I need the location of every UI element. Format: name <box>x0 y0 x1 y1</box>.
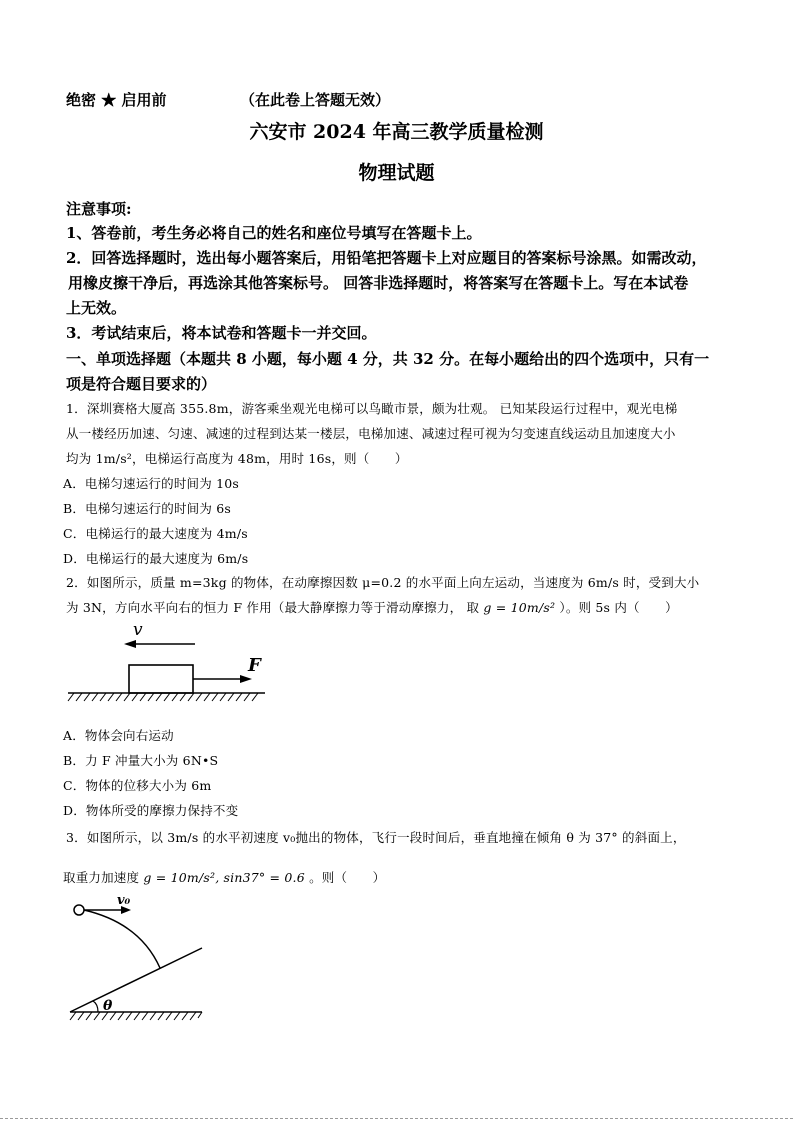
q3-stem-text-a: 取重力加速度 <box>63 870 140 885</box>
velocity-label: v <box>133 620 143 640</box>
trajectory-curve <box>84 910 160 968</box>
q1-stem-line-2: 从一楼经历加速、匀速、减速的过程到达某一楼层，电梯加速、减速过程可视为匀变速直线运动且加速度大小 <box>66 426 676 441</box>
q1-stem-line-3: 均为 1m/s²，电梯运行高度为 48m，用时 16s，则（ ） <box>66 451 408 466</box>
exam-title: 六安市 2024 年高三教学质量检测 <box>249 121 544 143</box>
force-arrowhead <box>240 675 252 683</box>
v0-label: v₀ <box>117 893 131 908</box>
velocity-arrowhead <box>124 640 136 648</box>
ground-hatching <box>68 693 258 701</box>
q3-formula: g = 10m/s², sin37° = 0.6 <box>143 870 305 885</box>
q3-figure <box>60 888 220 1028</box>
force-label: F <box>248 655 261 676</box>
instructions-heading: 注意事项: <box>66 200 132 218</box>
q1-stem-line-1: 1．深圳赛格大厦高 355.8m，游客乘坐观光电梯可以鸟瞰市景，颇为壮观。 已知某段运行过程中，观光电梯 <box>66 401 678 416</box>
instruction-item-3: 3．考试结束后，将本试卷和答题卡一并交回。 <box>66 324 377 342</box>
q2-option-a: A．物体会向右运动 <box>63 728 174 743</box>
section-heading-line-2: 项是符合题目要求的） <box>66 375 217 393</box>
theta-label: θ <box>103 998 113 1014</box>
q2-option-c: C．物体的位移大小为 6m <box>63 778 212 793</box>
instruction-item-2-line-3: 上无效。 <box>66 299 127 317</box>
incline-line <box>70 948 202 1012</box>
section-heading-line-1: 一、单项选择题（本题共 8 小题，每小题 4 分，共 32 分。在每小题给出的四个选项中，只有一 <box>66 350 710 368</box>
invalid-notice: （在此卷上答题无效） <box>240 91 391 109</box>
q1-option-c: C．电梯运行的最大速度为 4m/s <box>63 526 248 541</box>
angle-arc <box>93 1001 98 1012</box>
q2-stem-line-2 <box>66 598 678 616</box>
exam-subject: 物理试题 <box>358 162 435 184</box>
q2-stem-line-1: 2．如图所示，质量 m=3kg 的物体，在动摩擦因数 μ=0.2 的水平面上向左运动，当速度为 6m/s 时，受到大小 <box>66 575 700 590</box>
q3-stem-line-2 <box>63 868 385 886</box>
page-bottom-edge <box>0 1118 793 1119</box>
instruction-item-1: 1、答卷前，考生务必将自己的姓名和座位号填写在答题卡上。 <box>66 224 482 242</box>
instruction-item-2-line-2: 用橡皮擦干净后，再选涂其他答案标号。 回答非选择题时，将答案写在答题卡上。写在本试卷 <box>68 274 689 292</box>
q3-stem-line-1: 3．如图所示，以 3m/s 的水平初速度 v₀抛出的物体，飞行一段时间后，垂直地撞在倾角 θ 为 37° 的斜面上， <box>66 830 686 845</box>
confidential-mark: 绝密 ★ 启用前 <box>66 91 167 109</box>
q1-option-a: A．电梯匀速运行的时间为 10s <box>63 476 240 491</box>
q2-stem-text-a: 为 3N，方向水平向右的恒力 F 作用（最大静摩擦力等于滑动摩擦力， 取 <box>66 600 480 615</box>
q2-figure <box>60 615 275 710</box>
q2-gravity-formula: g = 10m/s² <box>483 600 556 615</box>
instruction-item-2-line-1: 2．回答选择题时，选出每小题答案后，用铅笔把答题卡上对应题目的答案标号涂黑。如需改动， <box>66 249 707 267</box>
q2-stem-text-b: ）。则 5s 内（ ） <box>559 600 678 615</box>
ground-hatching <box>70 1012 202 1020</box>
block <box>129 665 193 693</box>
q3-stem-text-b: 。则（ ） <box>309 870 386 885</box>
q1-option-d: D．电梯运行的最大速度为 6m/s <box>63 551 249 566</box>
ball <box>74 905 84 915</box>
q2-option-d: D．物体所受的摩擦力保持不变 <box>63 803 239 818</box>
q1-option-b: B．电梯匀速运行的时间为 6s <box>63 501 232 516</box>
q2-option-b: B．力 F 冲量大小为 6N•S <box>63 753 219 768</box>
